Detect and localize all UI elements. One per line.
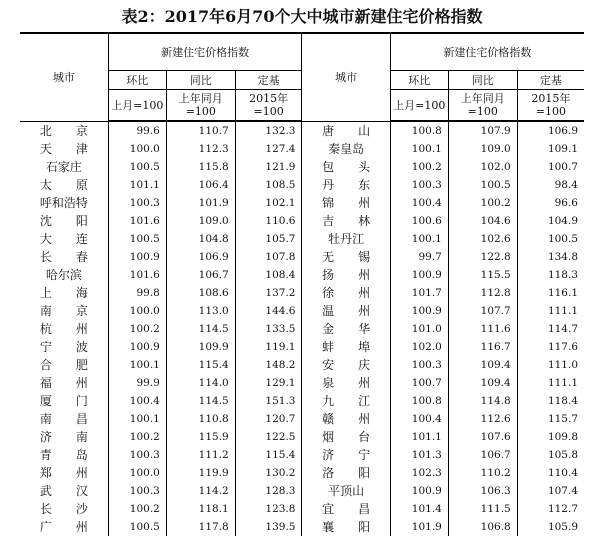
mom-value-right: 101.7 — [390, 284, 448, 302]
city-name-right: 温 州 — [302, 302, 390, 320]
base-value-left: 102.1 — [235, 194, 302, 212]
city-name-right: 烟 台 — [302, 428, 390, 446]
city-name-right: 徐 州 — [302, 284, 390, 302]
mom-value-right: 100.1 — [390, 140, 448, 158]
city-name-right: 吉 林 — [302, 212, 390, 230]
yoy-value-left: 109.9 — [166, 338, 235, 356]
city-name-right: 扬 州 — [302, 266, 390, 284]
mom-value-left: 101.6 — [108, 212, 166, 230]
city-name-left: 呼和浩特 — [39, 196, 88, 210]
city-name-right: 唐 山 — [302, 121, 390, 140]
base-value-right: 114.7 — [517, 320, 584, 338]
table-row — [20, 212, 584, 230]
base-value-left: 133.5 — [235, 320, 302, 338]
base-value-left: 120.7 — [235, 410, 302, 428]
city-name-left: 济 南 — [39, 430, 88, 444]
yoy-value-left: 114.0 — [166, 374, 235, 392]
city-name-right: 济 宁 — [302, 446, 390, 464]
base-value-right: 111.0 — [517, 356, 584, 374]
table-row — [20, 446, 584, 464]
table-row — [20, 464, 584, 482]
base-value-right: 111.1 — [517, 374, 584, 392]
table-row — [20, 320, 584, 338]
mom-header-right: 环比 — [390, 71, 448, 90]
city-name-left: 北 京 — [39, 123, 88, 138]
mom-value-left: 100.5 — [108, 158, 166, 176]
city-name-right: 赣 州 — [302, 410, 390, 428]
yoy-value-right: 104.6 — [448, 212, 517, 230]
table-row — [20, 410, 584, 428]
city-name-right: 泉 州 — [302, 374, 390, 392]
base-value-left: 130.2 — [235, 464, 302, 482]
base-value-right: 116.1 — [517, 284, 584, 302]
mom-value-right: 100.6 — [390, 212, 448, 230]
mom-value-left: 100.0 — [108, 464, 166, 482]
city-name-right: 锦 州 — [302, 194, 390, 212]
base-value-right: 109.1 — [517, 140, 584, 158]
mom-value-right: 100.7 — [390, 374, 448, 392]
yoy-value-left: 114.5 — [166, 392, 235, 410]
table-row — [20, 248, 584, 266]
mom-value-left: 100.9 — [108, 338, 166, 356]
yoy-value-left: 104.8 — [166, 230, 235, 248]
city-name-left: 郑 州 — [39, 466, 88, 480]
mom-value-left: 100.2 — [108, 500, 166, 518]
yoy-value-left: 115.9 — [166, 428, 235, 446]
city-name-right: 无 锡 — [302, 248, 390, 266]
base-value-right: 111.1 — [517, 302, 584, 320]
yoy-value-left: 113.0 — [166, 302, 235, 320]
city-name-right: 包 头 — [302, 158, 390, 176]
table-row — [20, 482, 584, 500]
mom-value-left: 100.5 — [108, 518, 166, 536]
yoy-value-left: 115.8 — [166, 158, 235, 176]
yoy-value-right: 107.9 — [448, 121, 517, 140]
yoy-value-left: 117.8 — [166, 518, 235, 536]
base-value-right: 100.7 — [517, 158, 584, 176]
city-name-left: 南 京 — [39, 304, 88, 318]
yoy-value-left: 106.4 — [166, 176, 235, 194]
city-name-left: 南 昌 — [39, 412, 88, 426]
table-row — [20, 392, 584, 410]
base-sub-header-left: 2015年=100 — [235, 90, 302, 122]
table-row — [20, 428, 584, 446]
yoy-value-left: 119.9 — [166, 464, 235, 482]
mom-value-right: 100.9 — [390, 482, 448, 500]
base-value-left: 119.1 — [235, 338, 302, 356]
base-value-left: 148.2 — [235, 356, 302, 374]
city-name-right: 牡丹江 — [302, 230, 390, 248]
table-row — [20, 518, 584, 536]
table-row — [20, 302, 584, 320]
base-header-left: 定基 — [235, 71, 302, 90]
base-value-right: 134.8 — [517, 248, 584, 266]
city-name-left: 武 汉 — [39, 484, 88, 498]
yoy-value-right: 111.5 — [448, 500, 517, 518]
base-value-left: 123.8 — [235, 500, 302, 518]
mom-value-left: 100.3 — [108, 194, 166, 212]
base-value-left: 105.7 — [235, 230, 302, 248]
base-value-right: 110.4 — [517, 464, 584, 482]
base-sub-header-right: 2015年=100 — [517, 90, 584, 122]
city-name-left: 太 原 — [39, 178, 88, 192]
mom-value-right: 100.2 — [390, 158, 448, 176]
base-value-left: 129.1 — [235, 374, 302, 392]
table-title: 表2：2017年6月70个大中城市新建住宅价格指数 — [121, 7, 483, 26]
mom-value-left: 99.9 — [108, 374, 166, 392]
base-value-right: 100.5 — [517, 230, 584, 248]
table-row — [20, 121, 584, 140]
base-value-right: 104.9 — [517, 212, 584, 230]
base-value-left: 115.4 — [235, 446, 302, 464]
city-name-right: 蚌 埠 — [302, 338, 390, 356]
table-row — [20, 194, 584, 212]
mom-value-right: 100.4 — [390, 410, 448, 428]
table-row — [20, 374, 584, 392]
mom-value-left: 100.4 — [108, 392, 166, 410]
yoy-value-left: 112.3 — [166, 140, 235, 158]
mom-value-left: 100.0 — [108, 302, 166, 320]
base-value-left: 151.3 — [235, 392, 302, 410]
city-name-left: 石家庄 — [45, 160, 82, 174]
yoy-header-right: 同比 — [448, 71, 517, 90]
mom-value-right: 100.4 — [390, 194, 448, 212]
base-header-right: 定基 — [517, 71, 584, 90]
city-name-left: 上 海 — [39, 286, 88, 300]
mom-sub-header-left: 上月=100 — [108, 90, 166, 122]
table-row — [20, 266, 584, 284]
base-value-right: 109.8 — [517, 428, 584, 446]
yoy-value-left: 110.8 — [166, 410, 235, 428]
yoy-value-right: 114.8 — [448, 392, 517, 410]
base-value-left: 127.4 — [235, 140, 302, 158]
table-row — [20, 158, 584, 176]
base-value-right: 107.4 — [517, 482, 584, 500]
yoy-value-right: 106.3 — [448, 482, 517, 500]
table-row — [20, 338, 584, 356]
yoy-value-left: 114.2 — [166, 482, 235, 500]
city-name-right: 安 庆 — [302, 356, 390, 374]
city-name-left: 长 沙 — [39, 502, 88, 516]
city-name-left: 宁 波 — [39, 340, 88, 354]
city-name-right: 秦皇岛 — [302, 140, 390, 158]
table-row — [20, 230, 584, 248]
yoy-value-right: 109.4 — [448, 374, 517, 392]
yoy-value-right: 109.0 — [448, 140, 517, 158]
base-value-left: 121.9 — [235, 158, 302, 176]
city-name-left: 合 肥 — [39, 358, 88, 372]
base-value-right: 112.7 — [517, 500, 584, 518]
yoy-value-right: 102.0 — [448, 158, 517, 176]
base-value-left: 137.2 — [235, 284, 302, 302]
base-value-left: 139.5 — [235, 518, 302, 536]
yoy-value-left: 108.6 — [166, 284, 235, 302]
base-value-left: 110.6 — [235, 212, 302, 230]
mom-header-left: 环比 — [108, 71, 166, 90]
yoy-value-left: 110.7 — [166, 121, 235, 140]
city-name-right: 九 江 — [302, 392, 390, 410]
mom-value-left: 101.1 — [108, 176, 166, 194]
table-row — [20, 500, 584, 518]
base-value-left: 108.5 — [235, 176, 302, 194]
mom-value-right: 100.9 — [390, 302, 448, 320]
city-name-left: 杭 州 — [39, 322, 88, 336]
city-column-header-left: 城市 — [20, 33, 108, 121]
mom-value-left: 101.6 — [108, 266, 166, 284]
yoy-value-left: 109.0 — [166, 212, 235, 230]
mom-value-left: 100.2 — [108, 428, 166, 446]
base-value-right: 106.9 — [517, 121, 584, 140]
base-value-left: 107.8 — [235, 248, 302, 266]
mom-value-right: 100.9 — [390, 266, 448, 284]
city-name-left: 青 岛 — [39, 448, 88, 462]
city-name-left: 长 春 — [39, 250, 88, 264]
city-name-left: 广 州 — [39, 520, 88, 534]
city-name-right: 洛 阳 — [302, 464, 390, 482]
city-name-right: 丹 东 — [302, 176, 390, 194]
yoy-value-right: 102.6 — [448, 230, 517, 248]
new-housing-index-header-left: 新建住宅价格指数 — [108, 33, 302, 71]
mom-value-right: 101.1 — [390, 428, 448, 446]
city-name-left: 天 津 — [39, 142, 88, 156]
yoy-value-right: 110.2 — [448, 464, 517, 482]
mom-value-right: 101.9 — [390, 518, 448, 536]
yoy-value-right: 111.6 — [448, 320, 517, 338]
city-name-left: 哈尔滨 — [45, 268, 82, 282]
yoy-value-right: 115.5 — [448, 266, 517, 284]
mom-value-left: 100.2 — [108, 320, 166, 338]
mom-value-right: 102.0 — [390, 338, 448, 356]
table-row — [20, 284, 584, 302]
base-value-right: 117.6 — [517, 338, 584, 356]
table-body — [20, 121, 584, 536]
mom-value-right: 100.1 — [390, 230, 448, 248]
mom-value-right: 101.3 — [390, 446, 448, 464]
mom-value-right: 100.8 — [390, 121, 448, 140]
mom-value-left: 100.3 — [108, 446, 166, 464]
base-value-right: 96.6 — [517, 194, 584, 212]
city-name-right: 宜 昌 — [302, 500, 390, 518]
table-row — [20, 176, 584, 194]
mom-value-right: 100.3 — [390, 356, 448, 374]
mom-value-left: 100.0 — [108, 140, 166, 158]
mom-value-right: 100.8 — [390, 392, 448, 410]
table-row — [20, 140, 584, 158]
base-value-right: 118.3 — [517, 266, 584, 284]
city-name-right: 平顶山 — [302, 482, 390, 500]
yoy-value-right: 109.4 — [448, 356, 517, 374]
base-value-left: 128.3 — [235, 482, 302, 500]
mom-value-right: 101.4 — [390, 500, 448, 518]
yoy-value-left: 106.9 — [166, 248, 235, 266]
yoy-value-right: 107.7 — [448, 302, 517, 320]
yoy-value-right: 106.7 — [448, 446, 517, 464]
yoy-value-left: 114.5 — [166, 320, 235, 338]
yoy-value-right: 100.5 — [448, 176, 517, 194]
base-value-left: 144.6 — [235, 302, 302, 320]
yoy-value-left: 106.7 — [166, 266, 235, 284]
yoy-sub-header-right: 上年同月=100 — [448, 90, 517, 122]
mom-value-right: 101.0 — [390, 320, 448, 338]
base-value-left: 122.5 — [235, 428, 302, 446]
base-value-right: 118.4 — [517, 392, 584, 410]
city-name-left: 沈 阳 — [39, 214, 88, 228]
mom-value-left: 99.8 — [108, 284, 166, 302]
mom-value-right: 99.7 — [390, 248, 448, 266]
city-name-right: 襄 阳 — [302, 518, 390, 536]
yoy-value-right: 116.7 — [448, 338, 517, 356]
mom-value-left: 100.1 — [108, 356, 166, 374]
mom-value-right: 100.3 — [390, 176, 448, 194]
yoy-value-right: 106.8 — [448, 518, 517, 536]
mom-value-left: 100.9 — [108, 248, 166, 266]
new-housing-index-header-right: 新建住宅价格指数 — [390, 33, 584, 71]
mom-value-left: 100.3 — [108, 482, 166, 500]
base-value-right: 115.7 — [517, 410, 584, 428]
city-name-left: 大 连 — [39, 232, 88, 246]
yoy-value-left: 111.2 — [166, 446, 235, 464]
yoy-value-right: 112.6 — [448, 410, 517, 428]
yoy-value-right: 107.6 — [448, 428, 517, 446]
base-value-right: 98.4 — [517, 176, 584, 194]
yoy-value-left: 101.9 — [166, 194, 235, 212]
yoy-value-left: 118.1 — [166, 500, 235, 518]
table-row — [20, 356, 584, 374]
yoy-sub-header-left: 上年同月=100 — [166, 90, 235, 122]
city-column-header-right: 城市 — [302, 33, 390, 121]
base-value-right: 105.8 — [517, 446, 584, 464]
base-value-right: 105.9 — [517, 518, 584, 536]
table-header — [20, 33, 584, 121]
city-name-left: 福 州 — [39, 376, 88, 390]
yoy-value-left: 115.4 — [166, 356, 235, 374]
mom-value-left: 100.1 — [108, 410, 166, 428]
yoy-value-right: 122.8 — [448, 248, 517, 266]
mom-value-left: 99.6 — [108, 121, 166, 140]
price-index-table — [20, 32, 584, 536]
mom-sub-header-right: 上月=100 — [390, 90, 448, 122]
mom-value-right: 102.3 — [390, 464, 448, 482]
yoy-value-right: 112.8 — [448, 284, 517, 302]
base-value-left: 108.4 — [235, 266, 302, 284]
yoy-header-left: 同比 — [166, 71, 235, 90]
city-name-right: 金 华 — [302, 320, 390, 338]
mom-value-left: 100.5 — [108, 230, 166, 248]
base-value-left: 132.3 — [235, 121, 302, 140]
city-name-left: 厦 门 — [39, 394, 88, 408]
yoy-value-right: 100.2 — [448, 194, 517, 212]
